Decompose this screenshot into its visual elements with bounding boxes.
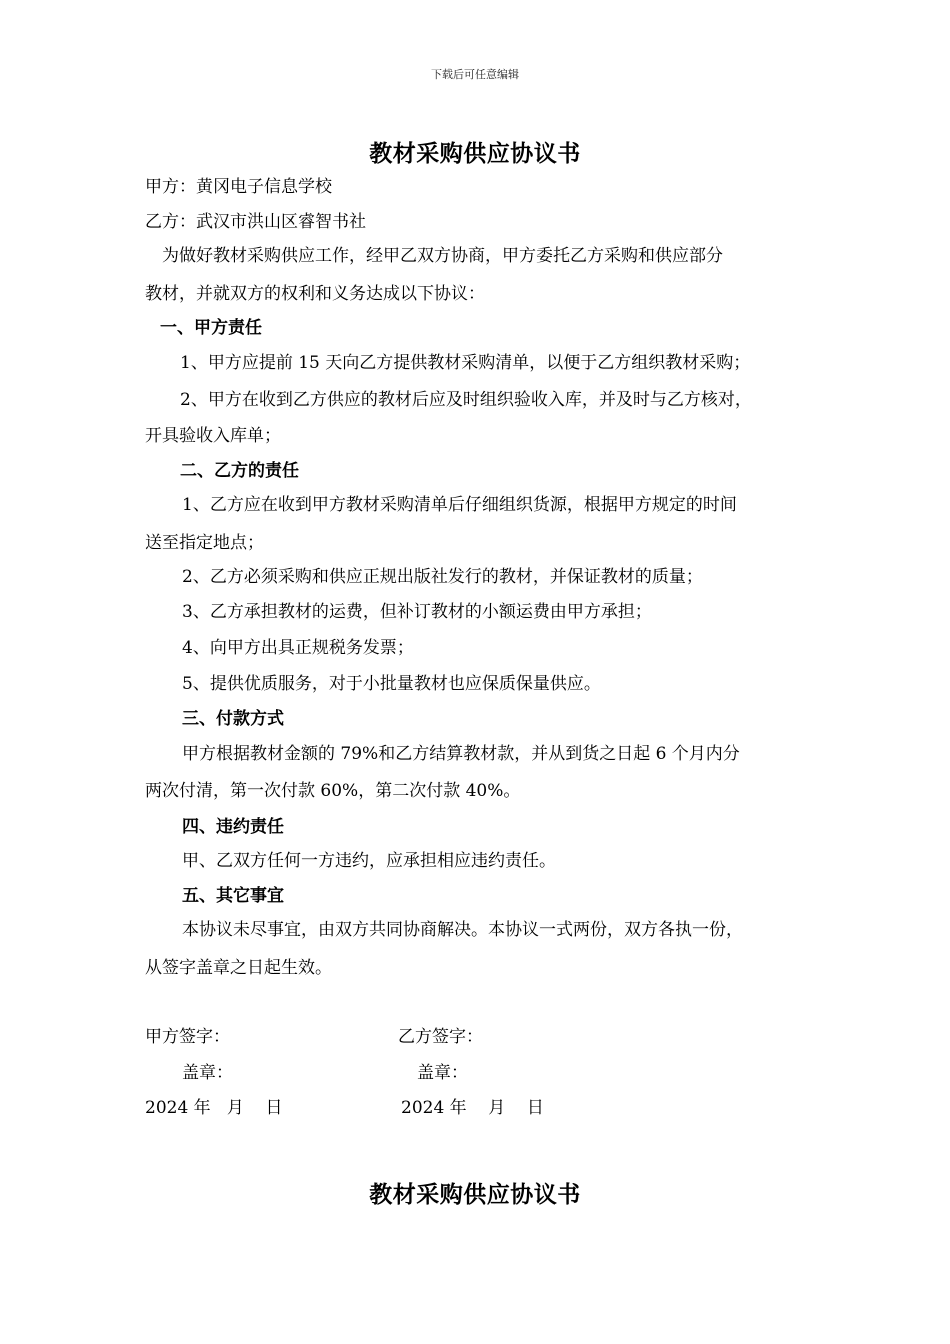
section2-item-5: 5、提供优质服务，对于小批量教材也应保质保量供应。	[182, 674, 601, 694]
section2-item-1-line-2: 送至指定地点；	[145, 533, 264, 553]
section2-item-3: 3、乙方承担教材的运费，但补订教材的小额运费由甲方承担；	[182, 602, 652, 622]
party-b-date: 2024 年 月 日	[401, 1098, 544, 1118]
section4-heading: 四、违约责任	[182, 817, 284, 837]
section1-item-2-line-1: 2、甲方在收到乙方供应的教材后应及时组织验收入库，并及时与乙方核对，	[180, 390, 752, 410]
section2-item-4: 4、向甲方出具正规税务发票；	[182, 638, 414, 658]
party-a-signature-label: 甲方签字：	[145, 1027, 230, 1047]
party-a-date: 2024 年 月 日	[145, 1098, 283, 1118]
section1-heading: 一、甲方责任	[160, 318, 262, 338]
section5-line-2: 从签字盖章之日起生效。	[145, 958, 332, 978]
party-a-seal-label: 盖章：	[182, 1063, 233, 1083]
section2-heading: 二、乙方的责任	[180, 461, 299, 481]
section2-item-2: 2、乙方必须采购和供应正规出版社发行的教材，并保证教材的质量；	[182, 567, 703, 587]
next-page-title: 教材采购供应协议书	[369, 1181, 581, 1208]
section4-line-1: 甲、乙双方任何一方违约，应承担相应违约责任。	[182, 851, 556, 871]
party-a: 甲方：黄冈电子信息学校	[145, 177, 332, 197]
party-b: 乙方：武汉市洪山区睿智书社	[145, 212, 366, 232]
section5-heading: 五、其它事宜	[182, 886, 284, 906]
section2-item-1-line-1: 1、乙方应在收到甲方教材采购清单后仔细组织货源，根据甲方规定的时间	[182, 495, 737, 515]
section5-line-1: 本协议未尽事宜，由双方共同协商解决。本协议一式两份，双方各执一份，	[182, 920, 743, 940]
section1-item-1: 1、甲方应提前 15 天向乙方提供教材采购清单，以便于乙方组织教材采购；	[180, 353, 751, 373]
intro-line-2: 教材，并就双方的权利和义务达成以下协议：	[145, 284, 485, 304]
party-b-seal-label: 盖章：	[417, 1063, 468, 1083]
page-header-note: 下载后可任意编辑	[431, 68, 519, 81]
section3-line-2: 两次付清，第一次付款 60%，第二次付款 40%。	[145, 781, 521, 801]
intro-line-1: 为做好教材采购供应工作，经甲乙双方协商，甲方委托乙方采购和供应部分	[162, 246, 723, 266]
section1-item-2-line-2: 开具验收入库单；	[145, 426, 281, 446]
section3-line-1: 甲方根据教材金额的 79%和乙方结算教材款，并从到货之日起 6 个月内分	[182, 744, 740, 764]
party-b-signature-label: 乙方签字：	[398, 1027, 483, 1047]
section3-heading: 三、付款方式	[182, 709, 284, 729]
document-title: 教材采购供应协议书	[369, 140, 581, 167]
